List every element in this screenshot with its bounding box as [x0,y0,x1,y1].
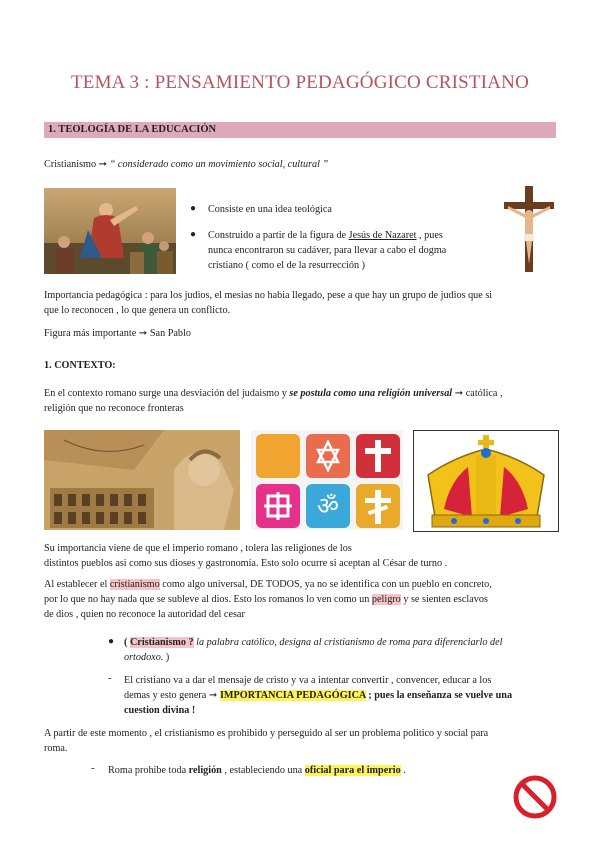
crucifix [500,184,558,274]
bullet-jesus-figure: Construido a partir de la figura de Jesús de Nazaret , pues nunca encontraron su cadáver, para llevar a cabo el dogma cristiano ( como el de la resurrección ) [208,230,447,271]
cristianismo-note: ( Cristianismo ? la palabra católico, designa al cristianismo de roma para diferenciarlo del ortodoxo. ) [124,637,503,663]
establecer-paragraph: Al establecer el cristianismo como algo universal, DE TODOS, ya no se identifica con un pueblo en concreto, por lo que no hay nada que se subleve al dios. Esto los romanos lo ven como un peligro y se sienten esclavos de dios , quien no reconoce la autoridad del cesar [44,579,492,620]
religions-icons [251,430,403,530]
highlight-cristianismo: cristianismo [109,579,160,590]
jesus-de-nazaret-link: Jesús de Nazaret [348,230,417,241]
roma-prohibe: Roma prohibe toda religión , estableciendo una oficial para el imperio . [108,765,406,776]
page-title: TEMA 3 : PENSAMIENTO PEDAGÓGICO CRISTIANO [70,72,530,93]
section-heading-teologia: 1. TEOLOGÍA DE LA EDUCACIÓN [44,122,556,138]
svg-text:ॐ: ॐ [317,492,339,520]
cristianismo-term: Cristianismo [44,159,97,170]
highlight-oficial-imperio: oficial para el imperio [304,765,401,776]
cristianismo-definition [44,157,328,172]
importancia-pedagogica-paragraph: Importancia pedagógica : para los judios, el mesias no habia llegado, pese a que hay un grupo de judios que si que lo reconocen , lo que genera un conflicto. [44,290,493,316]
importancia-imperio-paragraph: Su importancia viene de que el imperio romano , tolera las religiones de los distintos pueblos asi como sus dioses y gastronomía. Esto solo ocurre si aceptan al César de turno . [44,543,448,569]
section-heading-contexto: 1. CONTEXTO: [44,360,116,371]
arrow-icon: ➞ [98,159,108,170]
a-partir-paragraph: A partir de este momento , el cristianismo es prohibido y perseguido al ser un problema politico y social para roma. [44,728,489,754]
figura-importante: Figura más importante ➞ San Pablo [44,328,191,339]
mensaje-cristiano: El cristiano va a dar el mensaje de cristo y va a intentar convertir , convencer, educar a los demas y esto genera ➞ IMPORTANCIA PEDAGÓGICA ; pues la enseñanza se vuelve una cuestion divina ! [124,675,513,716]
crown [413,430,559,532]
arrow-icon: ➞ [138,328,148,339]
arrow-icon: ➞ [452,388,466,399]
bullet-dot: ● [108,636,115,647]
cristianismo-quote: “ considerado como un movimiento social, cultural ” [107,159,329,170]
bullet-dot: ● [190,229,197,240]
highlight-importancia: IMPORTANCIA PEDAGÓGICA [219,690,366,701]
prohibited-icon [512,774,558,820]
jesus-painting [44,188,176,274]
highlight-peligro: peligro [371,594,401,605]
roman-collage [44,430,240,530]
dash-marker: - [91,763,95,774]
arrow-icon: ➞ [208,690,220,701]
contexto-paragraph: En el contexto romano surge una desviación del judaismo y se postula como una religión universal ➞ católica , religión que no reconoce fronteras [44,388,503,414]
bullet-dot: ● [190,203,197,214]
dash-marker: - [108,673,112,684]
bullet-idea-teologica: Consiste en una idea teológica [208,204,332,215]
